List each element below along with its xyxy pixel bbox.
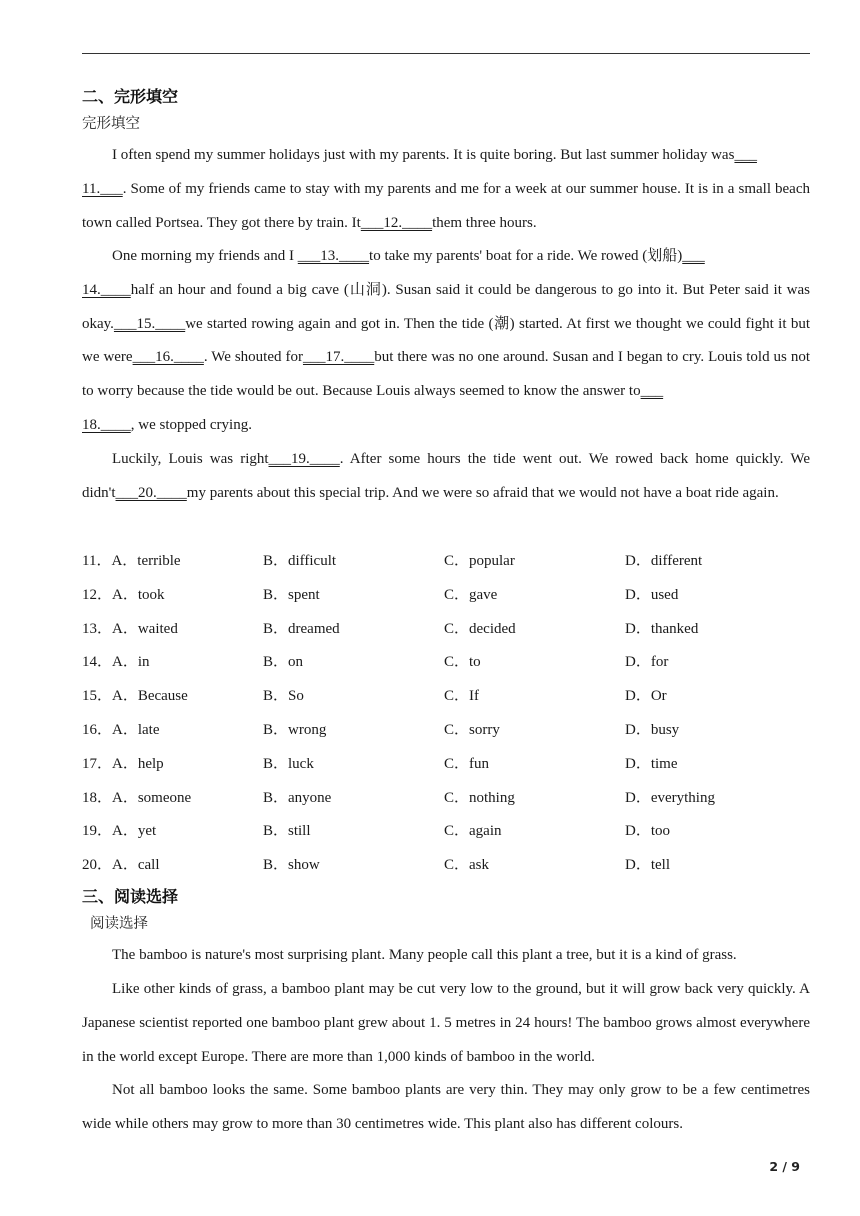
reading-paragraph-3: Not all bamboo looks the same. Some bamboo plants are very thin. They may only grow to be a few centimetres wide while others may grow to more than 30 centimetres wide. This plant also has different colours. — [82, 1082, 810, 1132]
option-c[interactable]: C．to — [444, 654, 481, 671]
option-a[interactable]: 16．A．late — [82, 721, 160, 738]
option-d[interactable]: D．Or — [625, 688, 667, 705]
option-c[interactable]: C．fun — [444, 755, 490, 772]
option-b[interactable]: B．luck — [263, 755, 314, 772]
option-c[interactable]: C．ask — [444, 857, 490, 874]
option-a[interactable]: 20．A．call — [82, 857, 160, 874]
header-rule — [82, 53, 810, 54]
section-heading-cloze: 二、完形填空 — [82, 87, 179, 106]
reading-paragraph-1: The bamboo is nature's most surprising plant. Many people call this plant a tree, but it is a kind of grass. — [112, 947, 737, 963]
option-c[interactable]: C．popular — [444, 553, 515, 569]
option-a[interactable]: 19．A．yet — [82, 823, 157, 840]
option-d[interactable]: D．different — [625, 553, 703, 569]
option-a[interactable]: 12．A．took — [82, 586, 165, 603]
blank-12: ___12.____ — [360, 214, 433, 231]
blank-19: ___19.____ — [268, 451, 340, 467]
answer-options — [82, 545, 810, 883]
option-row — [82, 748, 810, 782]
option-row — [82, 849, 810, 883]
blank-17: ___17.____ — [302, 349, 375, 366]
reading-paragraph-2: Like other kinds of grass, a bamboo plant may be cut very low to the ground, but it will grow back very quickly. A Japanese scientist reported one bamboo plant grew about 1. 5 metres in 24 hours! The bamboo grows almost everywhere in the world except Europe. There are more than 1,000 kinds of bamboo in the world. — [82, 981, 810, 1065]
section-label-cloze: 完形填空 — [82, 116, 140, 132]
option-d[interactable]: D．busy — [625, 721, 680, 738]
option-d[interactable]: D．thanked — [625, 620, 699, 637]
blank-20: ___20.____ — [115, 484, 187, 501]
option-b[interactable]: B．anyone — [263, 789, 332, 806]
option-a[interactable]: 18．A．someone — [82, 789, 192, 806]
option-row — [82, 579, 810, 613]
option-b[interactable]: B．wrong — [263, 721, 327, 738]
blank-14: ___ 14.____ — [82, 248, 705, 298]
option-c[interactable]: C．again — [444, 823, 502, 840]
option-a[interactable]: 14．A．in — [82, 654, 150, 671]
option-row — [82, 613, 810, 647]
option-b[interactable]: B．still — [263, 823, 311, 840]
option-c[interactable]: C．decided — [444, 620, 516, 637]
option-a[interactable]: 17．A．help — [82, 755, 164, 772]
blank-15: ___15.____ — [113, 315, 186, 332]
option-a[interactable]: 11．A．terrible — [82, 553, 181, 569]
option-c[interactable]: C．sorry — [444, 721, 500, 738]
option-row — [82, 646, 810, 680]
option-c[interactable]: C．gave — [444, 586, 498, 603]
blank-18: ___ 18.____ — [82, 383, 664, 433]
option-b[interactable]: B．difficult — [263, 553, 337, 569]
option-d[interactable]: D．too — [625, 823, 671, 840]
option-d[interactable]: D．for — [625, 654, 669, 671]
blank-11: ___ 11.___ — [82, 147, 757, 197]
option-b[interactable]: B．So — [263, 688, 304, 705]
blank-13: ___13.____ — [297, 248, 370, 264]
option-b[interactable]: B．show — [263, 857, 320, 874]
option-row — [82, 714, 810, 748]
section-label-reading: 阅读选择 — [90, 916, 148, 932]
page-number: 2 / 9 — [769, 1159, 800, 1174]
option-d[interactable]: D．everything — [625, 789, 715, 806]
option-d[interactable]: D．time — [625, 755, 678, 772]
cloze-paragraph-3: Luckily, Louis was right___19.____. After some hours the tide went out. We rowed back home quickly. We didn't___20.____my parents about this special trip. And we were so afraid that we would not have a boat ride again. — [82, 451, 810, 501]
option-d[interactable]: D．used — [625, 586, 679, 603]
blank-16: ___16.____ — [132, 349, 204, 366]
option-b[interactable]: B．on — [263, 654, 304, 671]
option-b[interactable]: B．dreamed — [263, 620, 340, 637]
section-heading-reading: 三、阅读选择 — [82, 887, 179, 906]
option-d[interactable]: D．tell — [625, 857, 670, 874]
option-row — [82, 680, 810, 714]
option-b[interactable]: B．spent — [263, 586, 320, 603]
option-c[interactable]: C．nothing — [444, 789, 515, 806]
option-c[interactable]: C．If — [444, 688, 479, 705]
option-a[interactable]: 15．A．Because — [82, 688, 188, 705]
option-a[interactable]: 13．A．waited — [82, 620, 178, 637]
option-row — [82, 545, 810, 579]
cloze-paragraph-2: One morning my friends and I ___13.____to take my parents' boat for a ride. We rowed (划船)___ 14.____half an hour and found a big cave (山洞). Susan said it could be dangerous to go into it. But Peter said it was okay.___15.____we started rowing again and got in. Then the tide (潮) started. At first we thought we could fight it but we were___16.____. We shouted for___17.____but there was no one around. Susan and I began to cry. Louis told us not to worry because the tide would be out. Because Louis always seemed to know the answer to___ 18.____, we stopped crying. — [82, 248, 810, 433]
option-row — [82, 815, 810, 849]
option-row — [82, 782, 810, 816]
cloze-paragraph-1: I often spend my summer holidays just with my parents. It is quite boring. But last summer holiday was___ 11.___. Some of my friends came to stay with my parents and me for a week at our summer house. It is in a small beach town called Portsea. They got there by train. It___12.____them three hours. — [82, 147, 810, 231]
